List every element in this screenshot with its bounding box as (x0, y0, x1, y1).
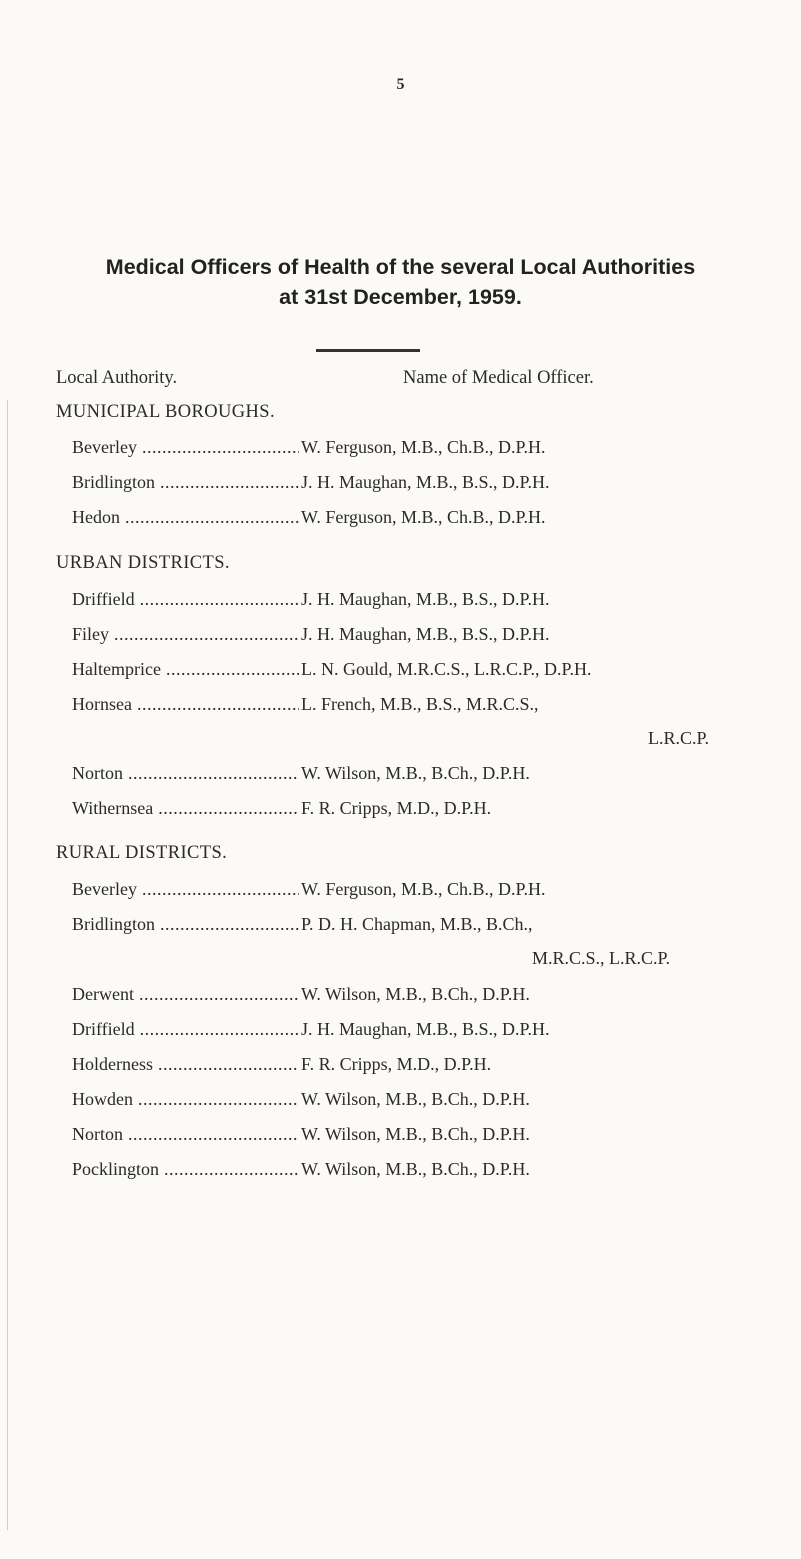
document-title-line-1: Medical Officers of Health of the several Local Authorities (105, 255, 696, 279)
authority-name: Haltemprice ..... (72, 659, 300, 680)
officer-name-continuation: M.R.C.S., L.R.C.P. (532, 948, 671, 968)
authority-name: Howden ..... (72, 1089, 300, 1110)
authority-name: Bridlington ..... (72, 472, 300, 493)
authority-name: Bridlington ..... (72, 914, 300, 935)
column-header-authority: Local Authority. (56, 368, 178, 388)
column-header-officer: Name of Medical Officer. (403, 368, 594, 388)
officer-name: W. Ferguson, M.B., Ch.B., D.P.H. (301, 879, 546, 899)
section-heading-municipal: MUNICIPAL BOROUGHS. (56, 402, 276, 422)
page-number: 5 (396, 76, 405, 93)
officer-name: J. H. Maughan, M.B., B.S., D.P.H. (301, 1019, 550, 1039)
section-heading-rural: RURAL DISTRICTS. (56, 843, 228, 863)
authority-name: Norton ..... (72, 1124, 300, 1145)
officer-name: J. H. Maughan, M.B., B.S., D.P.H. (301, 589, 550, 609)
authority-name: Withernsea ..... (72, 798, 300, 819)
officer-name: W. Wilson, M.B., B.Ch., D.P.H. (301, 1124, 530, 1144)
officer-name: F. R. Cripps, M.D., D.P.H. (301, 1054, 492, 1074)
officer-name: L. French, M.B., B.S., M.R.C.S., (301, 694, 539, 714)
page-edge-line (7, 400, 8, 1530)
officer-name: J. H. Maughan, M.B., B.S., D.P.H. (301, 472, 550, 492)
officer-name-continuation: L.R.C.P. (648, 728, 710, 748)
officer-name: P. D. H. Chapman, M.B., B.Ch., (301, 914, 533, 934)
title-divider (316, 349, 420, 352)
authority-name: Hornsea ..... (72, 694, 300, 715)
officer-name: F. R. Cripps, M.D., D.P.H. (301, 798, 492, 818)
authority-name: Pocklington ..... (72, 1159, 300, 1180)
authority-name: Filey ..... (72, 624, 300, 645)
authority-name: Norton ..... (72, 763, 300, 784)
authority-name: Derwent ..... (72, 984, 300, 1005)
officer-name: W. Wilson, M.B., B.Ch., D.P.H. (301, 1089, 530, 1109)
officer-name: L. N. Gould, M.R.C.S., L.R.C.P., D.P.H. (301, 659, 592, 679)
authority-name: Beverley ..... (72, 437, 300, 458)
officer-name: W. Wilson, M.B., B.Ch., D.P.H. (301, 763, 530, 783)
document-title-line-2: at 31st December, 1959. (279, 285, 522, 309)
authority-name: Hedon ..... (72, 507, 300, 528)
officer-name: J. H. Maughan, M.B., B.S., D.P.H. (301, 624, 550, 644)
officer-name: W. Wilson, M.B., B.Ch., D.P.H. (301, 1159, 530, 1179)
authority-name: Driffield ..... (72, 1019, 300, 1040)
section-heading-urban: URBAN DISTRICTS. (56, 553, 230, 573)
authority-name: Holderness ..... (72, 1054, 300, 1075)
authority-name: Beverley ..... (72, 879, 300, 900)
officer-name: W. Wilson, M.B., B.Ch., D.P.H. (301, 984, 530, 1004)
officer-name: W. Ferguson, M.B., Ch.B., D.P.H. (301, 507, 546, 527)
authority-name: Driffield ..... (72, 589, 300, 610)
officer-name: W. Ferguson, M.B., Ch.B., D.P.H. (301, 437, 546, 457)
